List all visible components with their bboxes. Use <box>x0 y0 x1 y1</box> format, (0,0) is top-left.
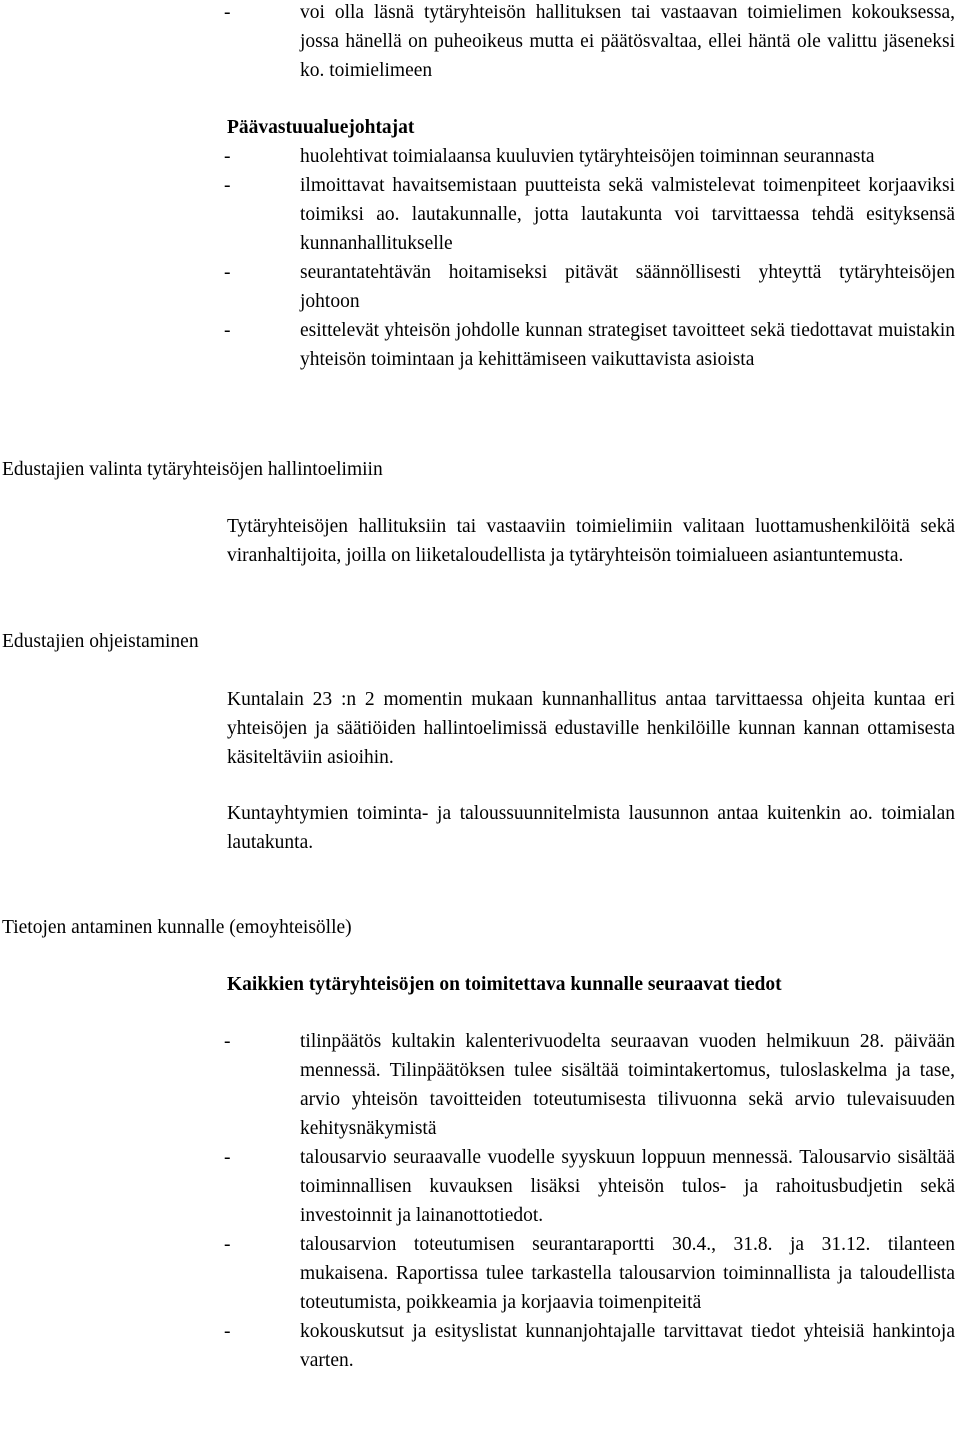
list-item-text: talousarvion toteutumisen seurantaraportti 30.4., 31.8. ja 31.12. tilanteen mukaisena. Raportissa tulee tarkastella talousarvion toiminnallista ja taloudellista toteutumista, poikkeamia ja korjaavia toimenpiteitä <box>300 1234 955 1313</box>
list-dash: - <box>224 2 231 23</box>
list-item <box>224 1317 955 1375</box>
list-item-text: ilmoittavat havaitsemistaan puutteista sekä valmistelevat toimenpiteet korjaaviksi toimiksi ao. lautakunnalle, jotta lautakunta voi tarvittaessa tehdä esityksensä kunnanhallitukselle <box>300 175 955 254</box>
list-item <box>224 258 955 316</box>
paragraph: Kuntalain 23 :n 2 momentin mukaan kunnanhallitus antaa tarvittaessa ohjeita kuntaa eri yhteisöjen ja säätiöiden hallintoelimissä edustaville henkilöille kunnan kannan ottamisesta käsiteltäviin asioihin. <box>227 689 955 768</box>
list-item-text: tilinpäätös kultakin kalenterivuodelta seuraavan vuoden helmikuun 28. päivään mennessä. Tilinpäätöksen tulee sisältää toimintakertomus, tuloslaskelma ja tase, arvio yhteisön tavoitteiden toteutumisesta tilivuonna sekä arvio tulevaisuuden kehitysnäkymistä <box>300 1031 955 1139</box>
side-heading-representative-guidance: Edustajien ohjeistaminen <box>2 631 199 652</box>
section-representative-guidance-note <box>227 799 955 857</box>
reporting-heading: Kaikkien tytäryhteisöjen on toimitettava kunnalle seuraavat tiedot <box>227 974 782 995</box>
list-item-text: kokouskutsut ja esityslistat kunnanjohtajalle tarvittavat tiedot yhteisiä hankintoja varten. <box>300 1321 955 1371</box>
section-responsibilities <box>224 113 955 374</box>
section-reporting <box>227 970 955 999</box>
list-dash: - <box>224 175 231 196</box>
reporting-list <box>224 1027 955 1375</box>
list-dash: - <box>224 1234 231 1255</box>
list-item <box>224 1143 955 1230</box>
list-item-text: huolehtivat toimialaansa kuuluvien tytäryhteisöjen toiminnan seurannasta <box>300 146 875 167</box>
side-heading-reporting: Tietojen antaminen kunnalle (emoyhteisölle) <box>2 917 352 938</box>
section-representative-guidance <box>227 685 955 772</box>
section-representative-selection <box>227 512 955 570</box>
responsibilities-heading: Päävastuualuejohtajat <box>227 117 415 138</box>
list-item <box>224 1027 955 1143</box>
list-item-text: talousarvio seuraavalle vuodelle syyskuun loppuun mennessä. Talousarvio sisältää toiminnallisen kuvauksen lisäksi yhteisön tulos- ja rahoitusbudjetin sekä investoinnit ja lainanottotiedot. <box>300 1147 955 1226</box>
section-continuation <box>224 0 955 85</box>
side-heading-representative-selection: Edustajien valinta tytäryhteisöjen hallintoelimiin <box>2 459 383 480</box>
list-item-text: esittelevät yhteisön johdolle kunnan strategiset tavoitteet sekä tiedottavat muistakin yhteisön toimintaan ja kehittämiseen vaikuttavista asioista <box>300 320 955 370</box>
list-dash: - <box>224 1031 231 1052</box>
list-item <box>224 0 955 85</box>
list-dash: - <box>224 1147 231 1168</box>
list-dash: - <box>224 262 231 283</box>
list-dash: - <box>224 146 231 167</box>
paragraph: Tytäryhteisöjen hallituksiin tai vastaaviin toimielimiin valitaan luottamushenkilöitä sekä viranhaltijoita, joilla on liiketaloudellista ja tytäryhteisön toimialueen asiantuntemusta. <box>227 516 955 566</box>
list-item <box>224 142 955 171</box>
list-item <box>224 316 955 374</box>
list-dash: - <box>224 320 231 341</box>
list-item <box>224 1230 955 1317</box>
list-item-text: voi olla läsnä tytäryhteisön hallituksen tai vastaavan toimielimen kokouksessa, jossa hänellä on puheoikeus mutta ei päätösvaltaa, ellei häntä ole valittu jäseneksi ko. toimielimeen <box>300 2 955 81</box>
list-item <box>224 171 955 258</box>
list-dash: - <box>224 1321 231 1342</box>
paragraph: Kuntayhtymien toiminta- ja taloussuunnitelmista lausunnon antaa kuitenkin ao. toimialan lautakunta. <box>227 803 955 853</box>
list-item-text: seurantatehtävän hoitamiseksi pitävät säännöllisesti yhteyttä tytäryhteisöjen johtoon <box>300 262 955 312</box>
